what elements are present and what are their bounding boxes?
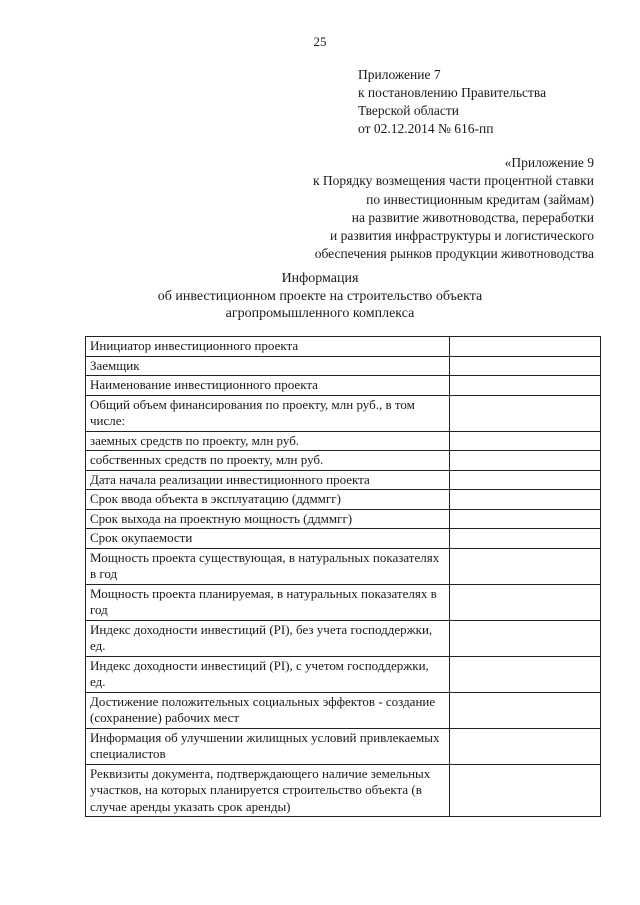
row-value[interactable] — [449, 548, 600, 584]
title-line: об инвестиционном проекте на строительство объекта — [157, 288, 483, 304]
row-value[interactable] — [449, 451, 600, 471]
table-row — [86, 451, 601, 471]
row-label: Индекс доходности инвестиций (PI), с учетом господдержки, ед. — [86, 656, 450, 692]
appendix-7-line: Тверской области — [358, 103, 459, 118]
table-row — [86, 656, 601, 692]
title-line: Информация — [281, 271, 359, 286]
table-row — [86, 337, 601, 357]
row-value[interactable] — [449, 764, 600, 817]
row-label: Мощность проекта планируемая, в натуральных показателях в год — [86, 584, 450, 620]
row-label: Общий объем финансирования по проекту, млн руб., в том числе: — [86, 395, 450, 431]
appendix-7-line: от 02.12.2014 № 616-пп — [358, 121, 494, 136]
row-value[interactable] — [449, 529, 600, 549]
row-label: Достижение положительных социальных эффектов - создание (сохранение) рабочих мест — [86, 692, 450, 728]
appendix-7-line: Приложение 7 — [358, 67, 441, 82]
row-label: Срок выхода на проектную мощность (ддммгг) — [86, 509, 450, 529]
table-row — [86, 431, 601, 451]
table-row — [86, 376, 601, 396]
row-value[interactable] — [449, 376, 600, 396]
title-line: агропромышленного комплекса — [225, 306, 415, 321]
page-number: 25 — [313, 34, 327, 49]
table-row — [86, 490, 601, 510]
table-row — [86, 356, 601, 376]
row-label: Срок ввода объекта в эксплуатацию (ддммгг) — [86, 490, 450, 510]
row-value[interactable] — [449, 692, 600, 728]
appendix-7-header — [358, 66, 546, 138]
table-row — [86, 395, 601, 431]
row-value[interactable] — [449, 490, 600, 510]
table-row — [86, 764, 601, 817]
table-row — [86, 584, 601, 620]
appendix-9-line: и развития инфраструктуры и логистического — [330, 228, 594, 244]
appendix-9-line: по инвестиционным кредитам (займам) — [366, 191, 594, 207]
appendix-9-line: на развитие животноводства, переработки — [351, 209, 594, 225]
table-row — [86, 470, 601, 490]
row-value[interactable] — [449, 620, 600, 656]
row-value[interactable] — [449, 470, 600, 490]
appendix-9-header — [174, 154, 594, 264]
row-value[interactable] — [449, 509, 600, 529]
row-value[interactable] — [449, 395, 600, 431]
project-info-table — [85, 336, 601, 817]
row-value[interactable] — [449, 431, 600, 451]
appendix-9-line: обеспечения рынков продукции животноводства — [314, 246, 594, 262]
row-label: Индекс доходности инвестиций (PI), без учета господдержки, ед. — [86, 620, 450, 656]
row-value[interactable] — [449, 356, 600, 376]
row-label: Наименование инвестиционного проекта — [86, 376, 450, 396]
table-row — [86, 509, 601, 529]
document-title — [40, 270, 600, 323]
row-label: Мощность проекта существующая, в натуральных показателях в год — [86, 548, 450, 584]
row-value[interactable] — [449, 656, 600, 692]
table-row — [86, 692, 601, 728]
row-value[interactable] — [449, 728, 600, 764]
row-label: Дата начала реализации инвестиционного проекта — [86, 470, 450, 490]
table-row — [86, 620, 601, 656]
row-label: Инициатор инвестиционного проекта — [86, 337, 450, 357]
appendix-9-line: «Приложение 9 — [504, 155, 594, 170]
row-label: Информация об улучшении жилищных условий привлекаемых специалистов — [86, 728, 450, 764]
table-row — [86, 728, 601, 764]
row-label: заемных средств по проекту, млн руб. — [86, 431, 450, 451]
table-row — [86, 548, 601, 584]
row-value[interactable] — [449, 584, 600, 620]
row-label: Срок окупаемости — [86, 529, 450, 549]
row-label: Реквизиты документа, подтверждающего наличие земельных участков, на которых планируется строительство объекта (в случае аренды указать срок аренды) — [86, 764, 450, 817]
appendix-7-line: к постановлению Правительства — [358, 85, 547, 100]
table-row — [86, 529, 601, 549]
row-label: собственных средств по проекту, млн руб. — [86, 451, 450, 471]
row-value[interactable] — [449, 337, 600, 357]
row-label: Заемщик — [86, 356, 450, 376]
appendix-9-line: к Порядку возмещения части процентной ставки — [312, 173, 594, 189]
